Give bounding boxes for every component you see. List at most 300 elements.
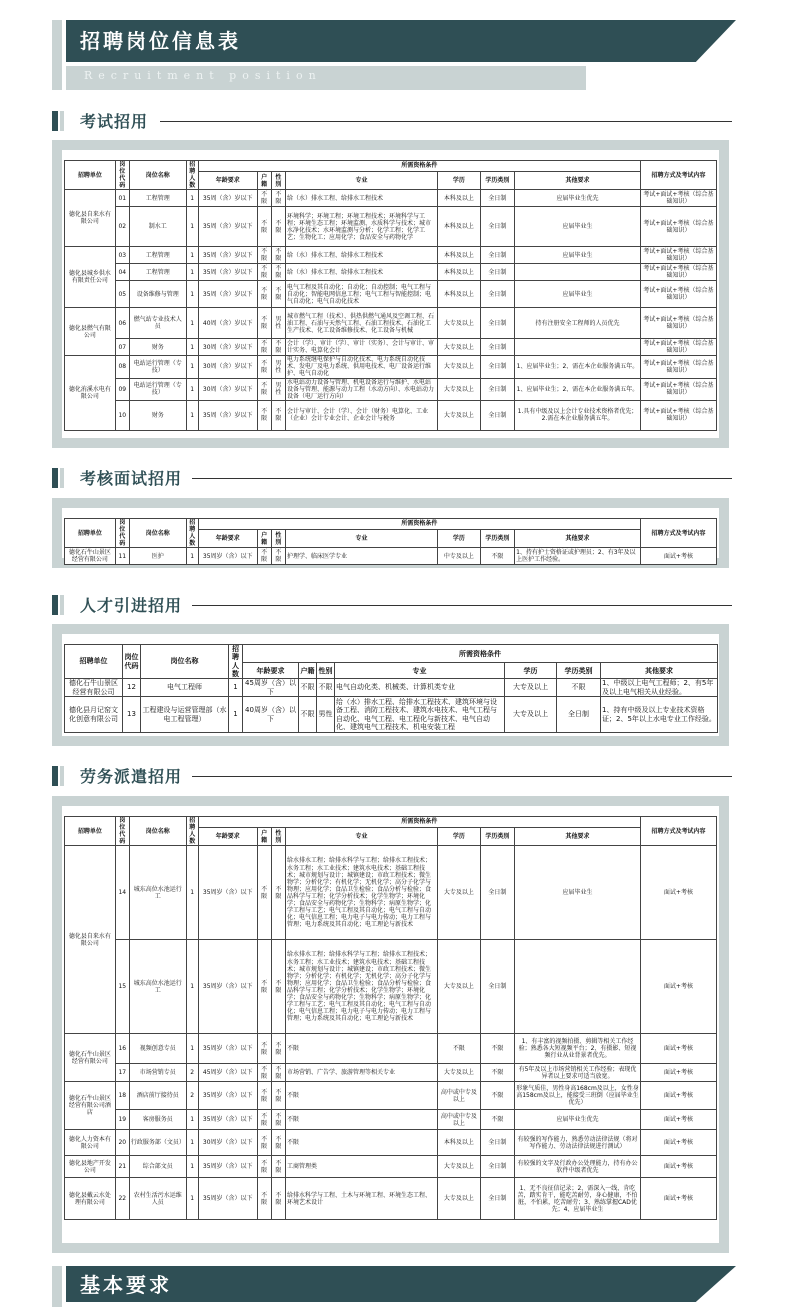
section-rule	[160, 121, 732, 122]
cell-type: 全日制	[480, 400, 514, 430]
cell-num: 1	[186, 1156, 198, 1178]
cell-other: 应届毕业生优先	[515, 190, 641, 207]
cell-type: 全日制	[480, 378, 514, 400]
cell-other: 1.具有中级及以上会计专业技术资格者优先；2.需在本企业服务满五年。	[515, 400, 641, 430]
cell-method: 面试+考核	[640, 1156, 716, 1178]
col-header-age: 年龄要求	[243, 663, 299, 679]
cell-other: 应届毕业生	[515, 247, 641, 264]
cell-num: 1	[186, 378, 198, 400]
cell-code: 02	[115, 207, 129, 247]
cell-edu: 本科及以上	[438, 281, 481, 308]
col-header-code: 岗位代码	[115, 519, 129, 548]
cell-age: 40周（含）岁以下	[198, 308, 257, 339]
cell-sex: 不限	[271, 1178, 285, 1220]
cell-other: 1、有丰富的视频拍摄、剪辑等相关工作经验；熟悉各大短视频平台；2、有摄影、短视频行业从业背景者优先。	[515, 1034, 641, 1064]
cell-num: 2	[186, 1064, 198, 1082]
col-header-type: 学历类别	[557, 663, 601, 679]
cell-name: 燃气站专业技术人员	[129, 308, 186, 339]
cell-name: 财务	[129, 339, 186, 356]
cell-name: 设备维修与管理	[129, 281, 186, 308]
cell-code: 04	[115, 264, 129, 281]
cell-method: 面试+考核	[640, 1034, 716, 1064]
col-header-num: 招聘人数	[186, 161, 198, 190]
cell-type: 不限	[480, 1110, 514, 1130]
footer-banner	[52, 1266, 727, 1307]
cell-age: 40周岁（含）以下	[243, 697, 299, 733]
cell-edu: 本科及以上	[438, 264, 481, 281]
cell-age: 30周（含）岁以下	[198, 339, 257, 356]
cell-edu: 本科及以上	[438, 247, 481, 264]
cell-age: 35周岁（含）以下	[198, 548, 257, 565]
cell-type: 全日制	[480, 247, 514, 264]
cell-hukou: 不限	[257, 378, 271, 400]
cell-age: 35周（含）岁以下	[198, 247, 257, 264]
cell-edu: 大专及以上	[505, 679, 557, 697]
col-header-name: 岗位名称	[129, 519, 186, 548]
cell-type: 不限	[480, 548, 514, 565]
cell-sex: 不限	[271, 281, 285, 308]
cell-num: 1	[186, 1110, 198, 1130]
col-header-unit: 招聘单位	[65, 645, 123, 679]
cell-num: 1	[186, 207, 198, 247]
cell-code: 14	[115, 846, 129, 940]
cell-hukou: 不限	[257, 264, 271, 281]
cell-name: 城东高位水池运行工	[129, 846, 186, 940]
cell-method: 考试+面试+考核（综合基础知识）	[640, 378, 716, 400]
cell-num: 1	[186, 308, 198, 339]
cell-name: 制水工	[129, 207, 186, 247]
cell-major: 不限	[285, 1130, 437, 1156]
col-header-edu: 学历	[438, 171, 481, 189]
cell-method: 考试+面试+考核（综合基础知识）	[640, 308, 716, 339]
cell-major: 电气自动化类、机械类、计算机类专业	[335, 679, 505, 697]
cell-sex: 不限	[271, 247, 285, 264]
cell-code: 18	[115, 1082, 129, 1110]
cell-other: 有较强的写作能力，熟悉劳动法律法规（将对写作能力、劳动法律法规进行测试）	[515, 1130, 641, 1156]
cell-hukou: 不限	[257, 308, 271, 339]
cell-num: 1	[186, 190, 198, 207]
cell-edu: 本科及以上	[438, 207, 481, 247]
cell-num: 1	[229, 697, 243, 733]
cell-edu: 高中或中专及以上	[438, 1082, 481, 1110]
cell-sex: 不限	[271, 1064, 285, 1082]
cell-major: 工商管理类	[285, 1156, 437, 1178]
cell-hukou: 不限	[257, 548, 271, 565]
cell-other: 1、持有中级及以上专业技术资格证；2、5年以上水电专业工作经验。	[601, 697, 718, 733]
cell-sex: 不限	[271, 190, 285, 207]
cell-num: 1	[186, 356, 198, 378]
cell-edu: 大专及以上	[505, 697, 557, 733]
table-row	[65, 247, 717, 264]
cell-other: 有5年及以上市场营销相关工作经验；表现优异者以上要求可适当放宽。	[515, 1064, 641, 1082]
cell-major: 电力系统继电保护与自动化技术、电力系统自动化技术、发电厂及电力系统、供用电技术、电厂设备运行维护、电气自动化	[285, 356, 437, 378]
section-header-talent	[52, 595, 732, 615]
cell-major: 给排水科学与工程、土木与环境工程、环境生态工程、环境艺术设计	[285, 1178, 437, 1220]
cell-hukou: 不限	[299, 697, 317, 733]
col-header-age: 年龄要求	[198, 171, 257, 189]
cell-age: 35周岁（含）以下	[198, 1178, 257, 1220]
col-header-name: 岗位名称	[141, 645, 229, 679]
cell-major: 城市燃气工程（技术）、供热供燃气通风及空调工程、石油工程、石油与天然气工程、石油工程技术、石油化工生产技术、化工设备维修技术、化工设备与机械	[285, 308, 437, 339]
cell-method: 考试+面试+考核（综合基础知识）	[640, 247, 716, 264]
table-row	[65, 1034, 717, 1064]
col-header-type: 学历类别	[480, 171, 514, 189]
cell-age: 35周（含）岁以下	[198, 264, 257, 281]
col-header-hukou: 户籍	[299, 663, 317, 679]
cell-unit: 德化县自来水有限公司	[65, 190, 116, 247]
col-header-major: 专业	[285, 827, 437, 845]
cell-sex: 不限	[271, 548, 285, 565]
col-header-conditions: 所需资格条件	[198, 519, 640, 530]
cell-sex: 不限	[271, 264, 285, 281]
cell-type: 全日制	[480, 940, 514, 1034]
col-header-name: 岗位名称	[129, 161, 186, 190]
table-row	[65, 846, 717, 940]
cell-code: 11	[115, 548, 129, 565]
cell-name: 工程管理	[129, 247, 186, 264]
cell-unit: 德化人力资本有限公司	[65, 1130, 116, 1156]
cell-other: 应届毕业生优先	[515, 1110, 641, 1130]
cell-hukou: 不限	[257, 1156, 271, 1178]
col-header-major: 专业	[285, 171, 437, 189]
section-header-interview	[52, 468, 732, 488]
cell-num: 1	[186, 400, 198, 430]
cell-method: 面试+考核	[640, 1082, 716, 1110]
table-row	[65, 1110, 717, 1130]
cell-num: 1	[186, 281, 198, 308]
cell-method: 考试+面试+考核（综合基础知识）	[640, 190, 716, 207]
cell-edu: 大专及以上	[438, 940, 481, 1034]
table-row	[65, 679, 718, 697]
cell-edu: 大专及以上	[438, 308, 481, 339]
cell-hukou: 不限	[257, 846, 271, 940]
cell-other: 1、应届毕业生；2、需在本企业服务满五年。	[515, 378, 641, 400]
cell-hukou: 不限	[257, 339, 271, 356]
cell-num: 1	[186, 339, 198, 356]
exam-table	[64, 160, 717, 431]
col-header-type: 学历类别	[480, 529, 514, 547]
col-header-hukou: 户籍	[257, 827, 271, 845]
table-row	[65, 281, 717, 308]
cell-age: 35周（含）岁以下	[198, 281, 257, 308]
cell-unit: 德化县自来水有限公司	[65, 846, 116, 1034]
cell-type: 全日制	[480, 356, 514, 378]
cell-age: 45周岁（含）以下	[243, 679, 299, 697]
cell-edu: 大专及以上	[438, 378, 481, 400]
cell-code: 01	[115, 190, 129, 207]
cell-hukou: 不限	[257, 1178, 271, 1220]
cell-major: 会计与审计、会计（学）、会计（财务）电算化、工业（企业）会计专业会计、企业会计与税务	[285, 400, 437, 430]
cell-other: 1、持有护士资格证或护理员；2、有3年及以上医护工作经验。	[515, 548, 641, 565]
interview-table	[64, 518, 717, 565]
talent-table	[64, 644, 718, 733]
cell-edu: 不限	[438, 1034, 481, 1064]
footer-title: 基本要求	[80, 1273, 172, 1297]
cell-type: 全日制	[480, 1156, 514, 1178]
cell-edu: 大专及以上	[438, 1064, 481, 1082]
cell-edu: 中专及以上	[438, 548, 481, 565]
cell-age: 35周（含）岁以下	[198, 190, 257, 207]
cell-age: 35周岁（含）以下	[198, 1034, 257, 1064]
cell-other: 应届毕业生	[515, 207, 641, 247]
cell-other: 应届毕业生	[515, 281, 641, 308]
cell-major: 电气工程及其自动化；自动化；自动控制；电气工程与自动化；智能电网信息工程；电气工程与智能控制；电气自动化；电气自动化技术	[285, 281, 437, 308]
cell-method: 面试+考核	[640, 1130, 716, 1156]
section-rule	[192, 605, 732, 606]
cell-age: 35周岁（含）以下	[198, 1082, 257, 1110]
cell-hukou: 不限	[257, 940, 271, 1034]
page-title: 招聘岗位信息表	[80, 29, 241, 53]
cell-name: 城东高位水池运行工	[129, 940, 186, 1034]
dispatch-table	[64, 816, 717, 1220]
cell-sex: 不限	[317, 679, 335, 697]
cell-other	[515, 339, 641, 356]
table-row	[65, 190, 717, 207]
section-title: 考试招用	[80, 112, 149, 131]
cell-type: 全日制	[480, 190, 514, 207]
cell-age: 35周岁（含）以下	[198, 846, 257, 940]
cell-other: 形象气质佳，男性身高168cm及以上，女性身高158cm及以上，能接受三班倒（应届毕业生优先）	[515, 1082, 641, 1110]
cell-type: 全日制	[480, 264, 514, 281]
cell-other	[515, 940, 641, 1034]
cell-edu: 大专及以上	[438, 400, 481, 430]
col-header-conditions: 所需资格条件	[243, 645, 718, 663]
col-header-sex: 性别	[317, 663, 335, 679]
cell-method: 考试+面试+考核（综合基础知识）	[640, 281, 716, 308]
cell-major: 给水排水工程；给排水科学与工程；给排水工程技术；水务工程；水工业技术；建筑水电技术；基础工程技术；城市规划与设计；城镇建设；市政工程技术；微生物学；分析化学；有机化学；无机化学；高分子化学与物理；应用化学；食品卫生检验；食品分析与检验；食品科学与工程；化学分析技术；化学生物学；环境化学；食品安全与药物化学；生物科学；病原生物学；化学工程与工艺；电气工程及其自动化；电气工程与自动化；电气信息工程；电力电子与电力传动；电力工程与管理；电力系统及其自动化；电工理论与新技术	[285, 940, 437, 1034]
cell-type: 全日制	[480, 281, 514, 308]
cell-num: 2	[186, 1082, 198, 1110]
cell-method: 面试+考核	[640, 846, 716, 940]
cell-sex: 不限	[271, 1034, 285, 1064]
cell-other: 1、无不良征信记录；2、需深入一线，肯吃苦，踏实肯干，能吃苦耐劳，身心健康，不怕脏，不怕累，吃苦耐劳；3、熟练掌握CAD优先；4、应届毕业生	[515, 1178, 641, 1220]
col-header-age: 年龄要求	[198, 827, 257, 845]
table-row	[65, 1178, 717, 1220]
table-row	[65, 1156, 717, 1178]
cell-hukou: 不限	[257, 207, 271, 247]
col-header-unit: 招聘单位	[65, 817, 116, 846]
col-header-sex: 性别	[271, 171, 285, 189]
cell-code: 13	[123, 697, 141, 733]
section-rule	[192, 776, 732, 777]
cell-code: 21	[115, 1156, 129, 1178]
table-row	[65, 207, 717, 247]
cell-major: 给（水）排水工程、给排水工程技术、建筑环境与设备工程、消防工程技术、建筑水电技术、电气工程与自动化、电气工程、电工程化与新技术、电气自动化、建筑电气工程技术、机电安装工程	[335, 697, 505, 733]
cell-type: 全日制	[480, 308, 514, 339]
col-header-method: 招聘方式及考试内容	[640, 519, 716, 548]
cell-num: 1	[186, 548, 198, 565]
cell-other: 应届毕业生	[515, 846, 641, 940]
cell-method: 考试+面试+考核（综合基础知识）	[640, 339, 716, 356]
cell-unit: 德化县城乡供水有限责任公司	[65, 247, 116, 308]
cell-sex: 不限	[271, 1130, 285, 1156]
cell-method: 面试+考核	[640, 1110, 716, 1130]
cell-sex: 男性	[271, 356, 285, 378]
cell-type: 不限	[557, 679, 601, 697]
cell-unit: 德化石牛山景区经营有限公司	[65, 548, 116, 565]
cell-type: 全日制	[480, 846, 514, 940]
cell-method: 面试+考核	[640, 940, 716, 1034]
cell-code: 09	[115, 378, 129, 400]
cell-type: 不限	[480, 1064, 514, 1082]
cell-sex: 男性	[317, 697, 335, 733]
cell-hukou: 不限	[257, 1130, 271, 1156]
cell-edu: 大专及以上	[438, 846, 481, 940]
cell-age: 45周岁（含）以下	[198, 1064, 257, 1082]
cell-major: 给（水）排水工程、给排水工程技术	[285, 247, 437, 264]
cell-name: 农村生活污水运维人员	[129, 1178, 186, 1220]
cell-unit: 德化县戴云水处理有限公司	[65, 1178, 116, 1220]
cell-other: 有较强的文字及行政办公处理能力，持有办公软件中级者优先	[515, 1156, 641, 1178]
cell-name: 客房服务员	[129, 1110, 186, 1130]
cell-name: 工程建设与运营管理部（水电工程管理）	[141, 697, 229, 733]
cell-unit: 德化石牛山景区经营有限公司酒店	[65, 1082, 116, 1130]
col-header-conditions: 所需资格条件	[198, 817, 640, 828]
col-header-code: 岗位代码	[115, 817, 129, 846]
col-header-method: 招聘方式及考试内容	[640, 161, 716, 190]
col-header-sex: 性别	[271, 827, 285, 845]
cell-method: 面试+考核	[640, 1178, 716, 1220]
col-header-method: 招聘方式及考试内容	[640, 817, 716, 846]
cell-code: 19	[115, 1110, 129, 1130]
cell-sex: 不限	[271, 339, 285, 356]
cell-other	[515, 264, 641, 281]
cell-hukou: 不限	[257, 190, 271, 207]
col-header-num: 招聘人数	[186, 519, 198, 548]
col-header-type: 学历类别	[480, 827, 514, 845]
cell-age: 35周岁（含）以下	[198, 1110, 257, 1130]
table-row	[65, 378, 717, 400]
cell-num: 1	[186, 846, 198, 940]
col-header-hukou: 户籍	[257, 529, 271, 547]
cell-hukou: 不限	[257, 400, 271, 430]
cell-name: 工程管理	[129, 264, 186, 281]
cell-name: 行政服务部（文员）	[129, 1130, 186, 1156]
col-header-other: 其他要求	[601, 663, 718, 679]
section-header-dispatch	[52, 766, 732, 786]
cell-other: 1、中级以上电气工程师；2、有5年及以上电气相关从业经验。	[601, 679, 718, 697]
table-row	[65, 548, 717, 565]
cell-edu: 本科及以上	[438, 190, 481, 207]
cell-sex: 不限	[271, 207, 285, 247]
cell-type: 不限	[480, 1034, 514, 1064]
cell-code: 08	[115, 356, 129, 378]
cell-edu: 本科及以上	[438, 1130, 481, 1156]
cell-code: 15	[115, 940, 129, 1034]
cell-hukou: 不限	[257, 1110, 271, 1130]
cell-type: 全日制	[480, 1178, 514, 1220]
cell-name: 电气工程师	[141, 679, 229, 697]
col-header-unit: 招聘单位	[65, 161, 116, 190]
table-row	[65, 1130, 717, 1156]
cell-major: 护理学、临床医学专业	[285, 548, 437, 565]
cell-type: 全日制	[480, 339, 514, 356]
col-header-conditions: 所需资格条件	[198, 161, 640, 172]
col-header-other: 其他要求	[515, 171, 641, 189]
cell-unit: 德化县燃气有限公司	[65, 308, 116, 356]
cell-code: 16	[115, 1034, 129, 1064]
cell-age: 35周岁（含）以下	[198, 1156, 257, 1178]
section-title: 劳务派遣招用	[80, 767, 183, 786]
cell-code: 10	[115, 400, 129, 430]
cell-major: 给（水）排水工程、给排水工程技术	[285, 190, 437, 207]
cell-method: 考试+面试+考核（综合基础知识）	[640, 356, 716, 378]
cell-num: 1	[186, 1034, 198, 1064]
section-header-exam	[52, 111, 732, 131]
cell-num: 1	[186, 247, 198, 264]
cell-sex: 不限	[271, 1110, 285, 1130]
cell-major: 不限	[285, 1082, 437, 1110]
cell-major: 会计（学）、审计（学）、审计（实务）、会计与审计、审计实务、电算化会计	[285, 339, 437, 356]
col-header-edu: 学历	[438, 827, 481, 845]
col-header-unit: 招聘单位	[65, 519, 116, 548]
col-header-sex: 性别	[271, 529, 285, 547]
col-header-other: 其他要求	[515, 529, 641, 547]
cell-code: 17	[115, 1064, 129, 1082]
cell-hukou: 不限	[257, 1082, 271, 1110]
col-header-num: 招聘人数	[229, 645, 243, 679]
banner-accent	[52, 20, 62, 90]
cell-age: 30周（含）岁以下	[198, 356, 257, 378]
col-header-major: 专业	[285, 529, 437, 547]
cell-unit: 德化石牛山景区经营有限公司	[65, 679, 123, 697]
cell-code: 03	[115, 247, 129, 264]
cell-major: 给水排水工程；给排水科学与工程；给排水工程技术；水务工程；水工业技术；建筑水电技术；基础工程技术；城市规划与设计；城镇建设；市政工程技术；微生物学；分析化学；有机化学；无机化学；高分子化学与物理；应用化学；食品卫生检验；食品分析与检验；食品科学与工程；化学分析技术；化学生物学；环境化学；食品安全与药物化学；生物科学；病原生物学；化学工程与工艺；电气工程及其自动化；电气工程与自动化；电气信息工程；电力电子与电力传动；电力工程与管理；电力系统及其自动化；电工理论与新技术	[285, 846, 437, 940]
col-header-code: 岗位代码	[115, 161, 129, 190]
section-title: 考核面试招用	[80, 469, 183, 488]
cell-edu: 大专及以上	[438, 1156, 481, 1178]
col-header-name: 岗位名称	[129, 817, 186, 846]
cell-code: 05	[115, 281, 129, 308]
col-header-edu: 学历	[505, 663, 557, 679]
cell-name: 市场营销专员	[129, 1064, 186, 1082]
cell-age: 35周（含）岁以下	[198, 400, 257, 430]
cell-num: 1	[186, 1130, 198, 1156]
cell-method: 考试+面试+考核（综合基础知识）	[640, 264, 716, 281]
cell-name: 电站运行管理（专技）	[129, 378, 186, 400]
cell-sex: 男性	[271, 378, 285, 400]
cell-type: 全日制	[480, 207, 514, 247]
cell-sex: 不限	[271, 940, 285, 1034]
section-rule	[192, 478, 732, 479]
col-header-num: 招聘人数	[186, 817, 198, 846]
cell-major: 环境科学；环境工程；环境工程技术；环境科学与工程；环境生态工程；环境监测、水质科学与技术；城市水净化技术；水环境监测与分析；化学工程；化学工艺；生物化工；应用化学；食品安全与药物化学	[285, 207, 437, 247]
col-header-hukou: 户籍	[257, 171, 271, 189]
cell-other: 1、应届毕业生；2、需在本企业服务满五年。	[515, 356, 641, 378]
table-row	[65, 308, 717, 339]
cell-edu: 大专及以上	[438, 356, 481, 378]
cell-edu: 大专及以上	[438, 1178, 481, 1220]
cell-hukou: 不限	[257, 281, 271, 308]
cell-num: 1	[186, 940, 198, 1034]
cell-name: 医护	[129, 548, 186, 565]
cell-name: 综合部文员	[129, 1156, 186, 1178]
cell-age: 30周岁（含）以下	[198, 1130, 257, 1156]
cell-hukou: 不限	[299, 679, 317, 697]
cell-name: 工程管理	[129, 190, 186, 207]
table-row	[65, 400, 717, 430]
cell-type: 不限	[480, 1082, 514, 1110]
col-header-code: 岗位代码	[123, 645, 141, 679]
cell-name: 财务	[129, 400, 186, 430]
cell-code: 22	[115, 1178, 129, 1220]
section-title: 人才引进招用	[80, 596, 183, 615]
table-row	[65, 339, 717, 356]
col-header-age: 年龄要求	[198, 529, 257, 547]
cell-hukou: 不限	[257, 247, 271, 264]
cell-method: 面试+考核	[640, 1064, 716, 1082]
cell-other: 持有注册安全工程师的人员优先	[515, 308, 641, 339]
